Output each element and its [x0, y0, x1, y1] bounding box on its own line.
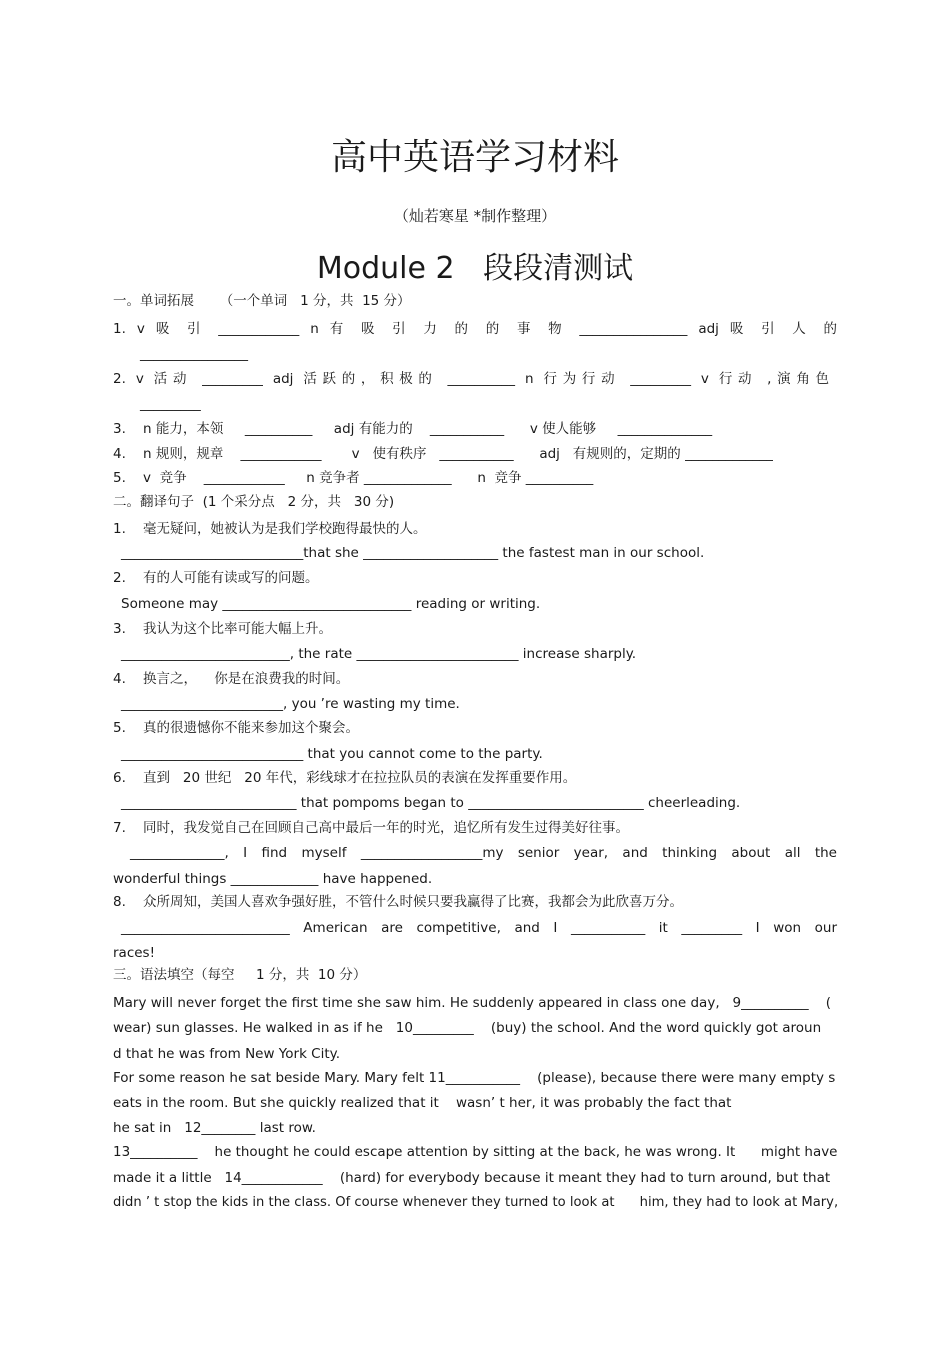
translation-a7: ______________, I find myself __________________my senior year, and thinking about all the	[130, 845, 837, 861]
translation-q1: 1. 毫无疑问，她被认为是我们学校跑得最快的人。	[113, 521, 427, 537]
section-heading-translation: 二。翻译句子 (1 个采分点 2 分，共 30 分)	[113, 494, 395, 510]
page-title: 高中英语学习材料	[330, 137, 619, 178]
section-heading-grammar: 三。语法填空（每空 1 分，共 10 分）	[113, 967, 367, 983]
translation-a8: _________________________ American are competitive, and I ___________ it _________ I won our	[121, 920, 837, 936]
translation-q7: 7. 同时，我发觉自己在回顾自己高中最后一年的时光，追忆所有发生过得美好往事。	[113, 820, 630, 836]
translation-a8-cont: races!	[113, 945, 155, 961]
vocab-item-4: 4. n 规则，规章 ____________ v 使有秩序 ___________ adj 有规则的，定期的 _____________	[113, 446, 773, 462]
grammar-line: he sat in 12________ last row.	[113, 1120, 316, 1136]
grammar-line: d that he was from New York City.	[113, 1046, 341, 1062]
translation-q5: 5. 真的很遗憾你不能来参加这个聚会。	[113, 720, 360, 736]
translation-q6: 6. 直到 20 世纪 20 年代，彩线球才在拉拉队员的表演在发挥重要作用。	[113, 770, 577, 786]
section-heading-vocabulary: 一。单词拓展 （一个单词 1 分，共 15 分）	[113, 293, 411, 309]
vocab-item-5: 5. v 竞争 ____________ n 竞争者 _____________ n 竞争 __________	[113, 470, 594, 486]
translation-a7-cont: wonderful things _____________ have happened.	[113, 871, 433, 887]
translation-q3: 3. 我认为这个比率可能大幅上升。	[113, 621, 333, 637]
translation-q2: 2. 有的人可能有读或写的问题。	[113, 570, 319, 586]
module-title: Module 2 段段清测试	[316, 251, 634, 286]
vocab-item-2: 2. v 活动 _________ adj 活跃的，积极的 __________ n 行为行动 _________ v 行动 ,演角色	[113, 371, 829, 387]
grammar-line: wear) sun glasses. He walked in as if he 10_________ (buy) the school. And the word quickly got aroun	[113, 1020, 822, 1036]
vocab-item-3: 3. n 能力，本领 __________ adj 有能力的 ___________ v 使人能够 ______________	[113, 421, 713, 437]
translation-a6: __________________________ that pompoms began to __________________________ cheerleading.	[121, 795, 741, 811]
vocab-item-2-cont: _________	[140, 396, 201, 412]
translation-q4: 4. 换言之， 你是在浪费我的时间。	[113, 671, 350, 687]
translation-a3: _________________________, the rate ________________________ increase sharply.	[121, 646, 637, 662]
grammar-line: eats in the room. But she quickly realized that it wasn’ t her, it was probably the fact that	[113, 1095, 732, 1111]
translation-a4: ________________________, you ’re wasting my time.	[121, 696, 460, 712]
grammar-line: For some reason he sat beside Mary. Mary felt 11___________ (please), because there were many empty s	[113, 1070, 836, 1086]
translation-a5: ___________________________ that you cannot come to the party.	[121, 746, 543, 762]
grammar-line: made it a little 14____________ (hard) for everybody because it meant they had to turn around, but that	[113, 1170, 831, 1186]
translation-a1: ___________________________that she ____________________ the fastest man in our school.	[121, 545, 705, 561]
grammar-line: didn ’ t stop the kids in the class. Of course whenever they turned to look at him, they had to look at Mary,	[113, 1194, 839, 1210]
page-subtitle: （灿若寒星 *制作整理）	[393, 207, 557, 225]
translation-q8: 8. 众所周知，美国人喜欢争强好胜，不管什么时候只要我赢得了比赛，我都会为此欣喜万分。	[113, 894, 684, 910]
vocab-item-1-cont: ________________	[140, 346, 248, 362]
grammar-line: Mary will never forget the first time she saw him. He suddenly appeared in class one day, 9__________ (	[113, 995, 832, 1011]
grammar-line: 13__________ he thought he could escape attention by sitting at the back, he was wrong. It might have	[113, 1144, 838, 1160]
vocab-item-1: 1. v 吸 引 ____________ n 有 吸 引 力 的 的 事 物 ________________ adj 吸 引 人 的	[113, 321, 837, 337]
translation-a2: Someone may ____________________________ reading or writing.	[121, 596, 541, 612]
